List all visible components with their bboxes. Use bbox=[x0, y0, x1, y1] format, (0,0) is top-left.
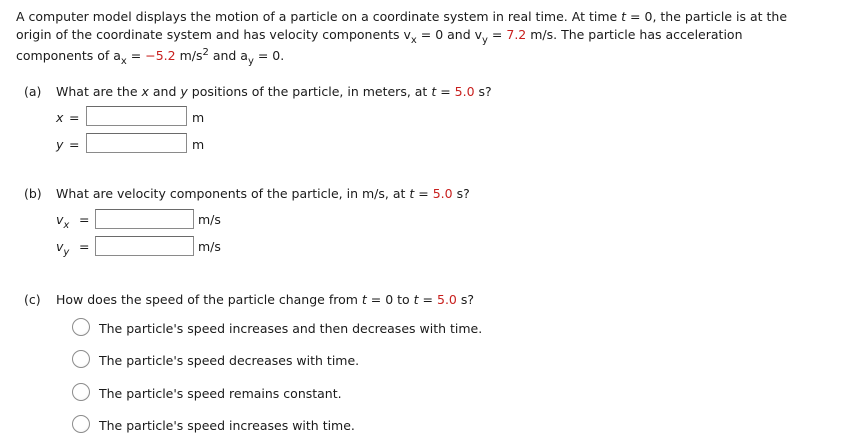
vy-given-value: 7.2 bbox=[506, 27, 527, 42]
option-2-radio[interactable] bbox=[72, 350, 90, 368]
part-c-label: (c) bbox=[24, 292, 41, 307]
option-3-radio[interactable] bbox=[72, 383, 90, 401]
vy-equals-sign: = bbox=[79, 239, 90, 254]
vx-equals-sign: = bbox=[79, 212, 90, 227]
vy-label: $v_y$ bbox=[56, 239, 70, 258]
option-1-radio[interactable] bbox=[72, 318, 90, 336]
vy-unit: m/s bbox=[198, 239, 221, 254]
ax-given-value: −5.2 bbox=[145, 48, 176, 63]
part-a-time-value: 5.0 bbox=[454, 84, 475, 99]
part-a-label: (a) bbox=[24, 84, 42, 99]
y-position-input[interactable] bbox=[86, 133, 187, 153]
option-4-radio[interactable] bbox=[72, 415, 90, 433]
y-position-unit: m bbox=[192, 137, 205, 152]
part-c-time-value: 5.0 bbox=[437, 292, 457, 307]
part-b-question: What are velocity components of the particle, in m/s, at t = 5.0 s? bbox=[56, 186, 470, 201]
vx-input[interactable] bbox=[95, 209, 194, 229]
x-position-unit: m bbox=[192, 110, 205, 125]
vx-label: $v_x$ bbox=[56, 212, 70, 231]
part-b-label: (b) bbox=[24, 186, 42, 201]
part-b-time-value: 5.0 bbox=[432, 186, 453, 201]
x-position-input[interactable] bbox=[86, 106, 187, 126]
x-equals-sign: = bbox=[69, 110, 80, 125]
problem-line-2: origin of the coordinate system and has velocity components $v_x = 0$ and $v_y = 7.2$ m/s. The particle has acceleration bbox=[16, 27, 743, 46]
option-1-label[interactable]: The particle's speed increases and then decreases with time. bbox=[99, 321, 483, 336]
part-a-question: What are the x and y positions of the particle, in meters, at t = 5.0 s? bbox=[56, 84, 492, 99]
x-position-label: x bbox=[56, 110, 64, 125]
y-equals-sign: = bbox=[69, 137, 80, 152]
option-2-label[interactable]: The particle's speed decreases with time. bbox=[99, 353, 360, 368]
problem-line-1: A computer model displays the motion of a particle on a coordinate system in real time. At time t = 0, the particle is at the bbox=[16, 9, 788, 24]
vy-input[interactable] bbox=[95, 236, 194, 256]
problem-line-3: components of $a_x = -5.2$ $m/s^2$ and $a_y = 0$. bbox=[16, 47, 285, 67]
y-position-label: y bbox=[56, 137, 64, 152]
option-4-label[interactable]: The particle's speed increases with time. bbox=[99, 418, 355, 433]
vx-unit: m/s bbox=[198, 212, 221, 227]
option-3-label[interactable]: The particle's speed remains constant. bbox=[99, 386, 342, 401]
part-c-question: How does the speed of the particle change from t = 0 to t = 5.0 s? bbox=[56, 292, 475, 307]
